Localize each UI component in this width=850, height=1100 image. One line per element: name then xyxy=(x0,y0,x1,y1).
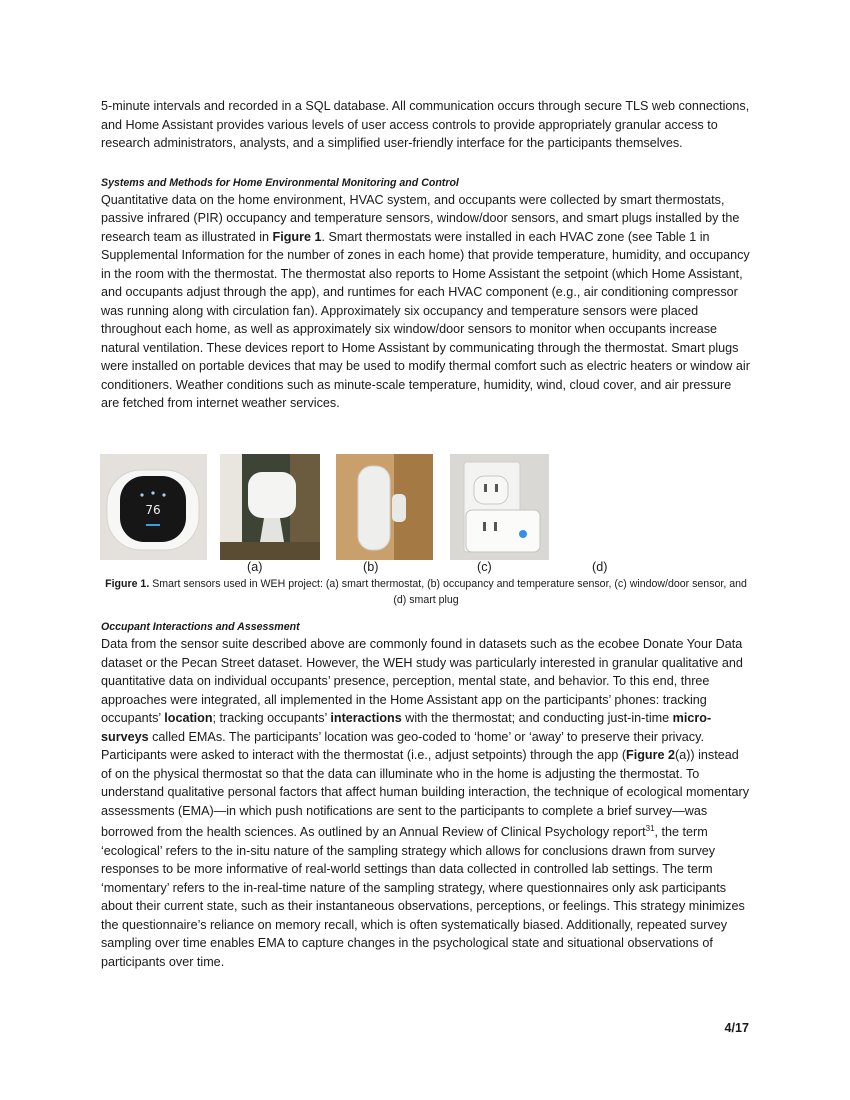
thermostat-photo xyxy=(100,454,207,560)
thermostat-display: 76 xyxy=(145,503,161,517)
occupancy-sensor-photo xyxy=(220,454,320,560)
page-number: 4/17 xyxy=(724,1021,749,1035)
figure-label-d: (d) xyxy=(592,560,608,574)
occupant-text-4: called EMAs. The participants’ location was geo-coded to ‘home’ or ‘away’ to preserve their privacy. Participants were asked to interact with the thermostat (i.e., adjust setpoints) through the app ( xyxy=(101,729,704,762)
bold-interactions: interactions xyxy=(330,711,402,725)
figure-1-caption xyxy=(101,577,751,608)
bold-location: location xyxy=(164,711,213,725)
figure-1-images xyxy=(100,454,660,560)
page-body xyxy=(101,97,751,413)
occupant-section xyxy=(101,619,751,971)
figure-caption-label: Figure 1. xyxy=(105,578,150,590)
figure-label-a: (a) xyxy=(247,560,263,574)
systems-text-b: . Smart thermostats were installed in each HVAC zone (see Table 1 in Supplemental Information for the number of zones in each home) that provide temperature, humidity, and occupancy in the room with the thermostat. The thermostat also reports to Home Assistant the setpoint (which Home Assistant, and occupants adjust through the app), and runtimes for each HVAC component (e.g., air conditioning compressor was running along with circulation fan). Approximately six occupancy and temperature sensors were placed throughout each home, as well as approximately six window/door sensors to monitor when occupants increase natural ventilation. These devices report to Home Assistant by communicating through the thermostat. Smart plugs were installed on portable devices that may be used to modify thermal comfort such as electric heaters or window air conditioners. Weather conditions such as minute-scale temperature, humidity, wind, cloud cover, and air pressure are fetched from internet weather services. xyxy=(101,229,750,410)
figure-caption-text: Smart sensors used in WEH project: (a) smart thermostat, (b) occupancy and temperature sensor, (c) window/door sensor, and (d) smart plug xyxy=(149,578,747,606)
occupant-text-3: with the thermostat; and conducting just-in-time xyxy=(401,711,673,725)
occupant-text-6: , the term ‘ecological’ refers to the in-situ nature of the sampling strategy which allows for conclusions drawn from survey responses to be more informative of real-world settings than data collected in controlled lab settings. The term ‘momentary’ refers to the in-real-time nature of the sampling strategy, where questionnaires only ask participants about their current state, such as their instantaneous observations, perceptions, or feelings. This strategy minimizes the questionnaire’s reliance on memory recall, which is often systematically biased. Additionally, repeated survey sampling over time enables EMA to capture changes in the psychological state and situational observations of participants over time. xyxy=(101,825,745,969)
door-sensor-photo xyxy=(336,454,433,560)
figure-2-ref: Figure 2 xyxy=(626,748,676,762)
occupant-text-5: (a)) instead of on the physical thermostat so that the data can illuminate who in the home is adjusting the thermostat. To understand qualitative personal factors that affect human building interaction, the technique of ecological momentary assessments (EMA)—in which push notifications are sent to the participants to complete a brief survey—was borrowed from the health sciences. As outlined by an Annual Review of Clinical Psychology report xyxy=(101,748,750,840)
figure-label-b: (b) xyxy=(363,560,379,574)
smart-plug-photo xyxy=(450,454,549,560)
occupant-text-1: Data from the sensor suite described above are commonly found in datasets such as the ecobee Donate Your Data dataset or the Pecan Street dataset. However, the WEH study was particularly interested in granular qualitative and quantitative data on individual occupants’ presence, perception, mental state, and behavior. To this end, three approaches were integrated, all implemented in the Home Assistant app on the participants’ phones: tracking occupants’ xyxy=(101,637,743,725)
systems-text-a: Quantitative data on the home environment, HVAC system, and occupants were collected by smart thermostats, passive infrared (PIR) occupancy and temperature sensors, window/door sensors, and smart plugs installed by the research team as illustrated in xyxy=(101,192,740,244)
systems-paragraph xyxy=(101,191,751,413)
citation-superscript: 31 xyxy=(645,824,655,833)
figure-1-ref: Figure 1 xyxy=(272,229,322,244)
section-heading-systems: Systems and Methods for Home Environmental Monitoring and Control xyxy=(101,176,459,189)
occupant-text-2: ; tracking occupants’ xyxy=(212,711,331,725)
figure-label-c: (c) xyxy=(477,560,492,574)
intro-paragraph: 5-minute intervals and recorded in a SQL database. All communication occurs through secure TLS web connections, and Home Assistant provides various levels of user access controls to provide appropriately granular access to research administrators, analysts, and a simplified user-friendly interface for the participants themselves. xyxy=(101,99,750,150)
bold-micro-surveys: micro-surveys xyxy=(101,711,712,744)
occupant-paragraph xyxy=(101,635,751,971)
section-heading-occupant: Occupant Interactions and Assessment xyxy=(101,621,300,633)
